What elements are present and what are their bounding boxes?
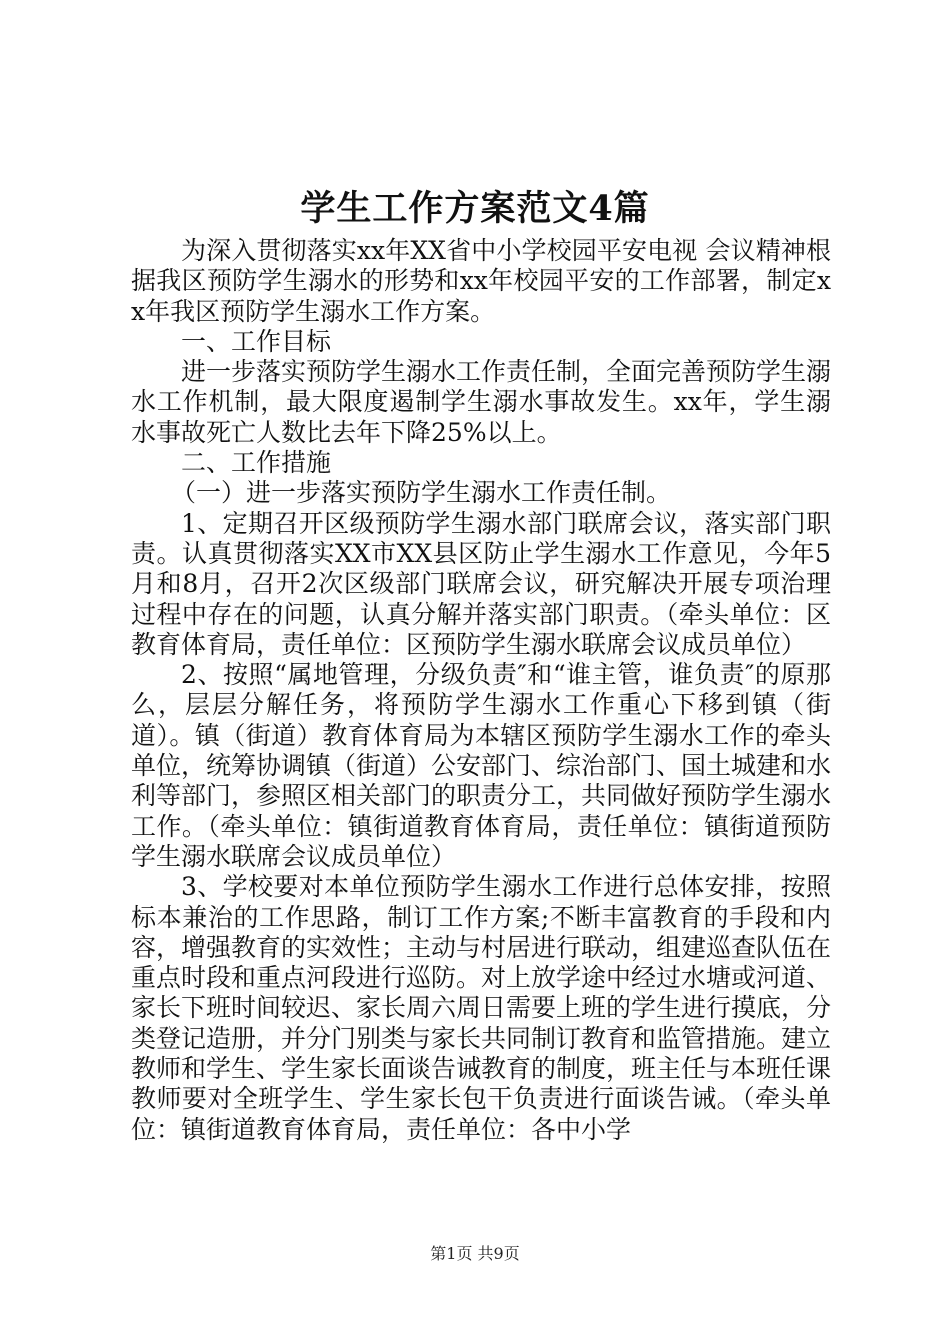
document-title: 学生工作方案范文4篇 — [300, 188, 650, 229]
subsection-heading-responsibility: （一）进一步落实预防学生溺水工作责任制。 — [171, 478, 672, 508]
paragraph-measure-1: 1、定期召开区级预防学生溺水部门联席会议，落实部门职责。认真贯彻落实XX市XX县区防止学生溺水工作意见，今年5月和8月，召开2次区级部门联席会议，研究解决开展专项治理过程中存在的问题，认真分解并落实部门职责。（牵头单位：区教育体育局，责任单位：区预防学生溺水联席会议成员单位） — [131, 508, 831, 659]
section-heading-measures: 二、工作措施 — [181, 448, 332, 478]
section-heading-goals: 一、工作目标 — [181, 326, 332, 356]
paragraph-intro: 为深入贯彻落实xx年XX省中小学校园平安电视 会议精神根据我区预防学生溺水的形势和xx年校园平安的工作部署，制定xx年我区预防学生溺水工作方案。 — [131, 236, 831, 326]
paragraph-measure-3: 3、学校要对本单位预防学生溺水工作进行总体安排，按照标本兼治的工作思路，制订工作方案;不断丰富教育的手段和内容，增强教育的实效性；主动与村居进行联动，组建巡查队伍在重点时段和重点河段进行巡防。对上放学途中经过水塘或河道、家长下班时间较迟、家长周六周日需要上班的学生进行摸底，分类登记造册，并分门别类与家长共同制订教育和监管措施。建立教师和学生、学生家长面谈告诫教育的制度，班主任与本班任课教师要对全班学生、学生家长包干负责进行面谈告诫。（牵头单位：镇街道教育体育局，责任单位：各中小学 — [131, 872, 832, 1144]
page-footer: 第1页 共9页 — [430, 1244, 520, 1263]
paragraph-goals: 进一步落实预防学生溺水工作责任制，全面完善预防学生溺水工作机制，最大限度遏制学生溺水事故发生。xx年，学生溺水事故死亡人数比去年下降25%以上。 — [131, 357, 832, 447]
paragraph-measure-2: 2、按照“属地管理，分级负责″和“谁主管，谁负责″的原那么，层层分解任务，将预防学生溺水工作重心下移到镇（街道）。镇（街道）教育体育局为本辖区预防学生溺水工作的牵头单位，统筹协调镇（街道）公安部门、综治部门、国土城建和水利等部门，参照区相关部门的职责分工，共同做好预防学生溺水工作。（牵头单位：镇街道教育体育局，责任单位：镇街道预防学生溺水联席会议成员单位） — [131, 660, 832, 871]
document-body — [131, 236, 831, 1145]
